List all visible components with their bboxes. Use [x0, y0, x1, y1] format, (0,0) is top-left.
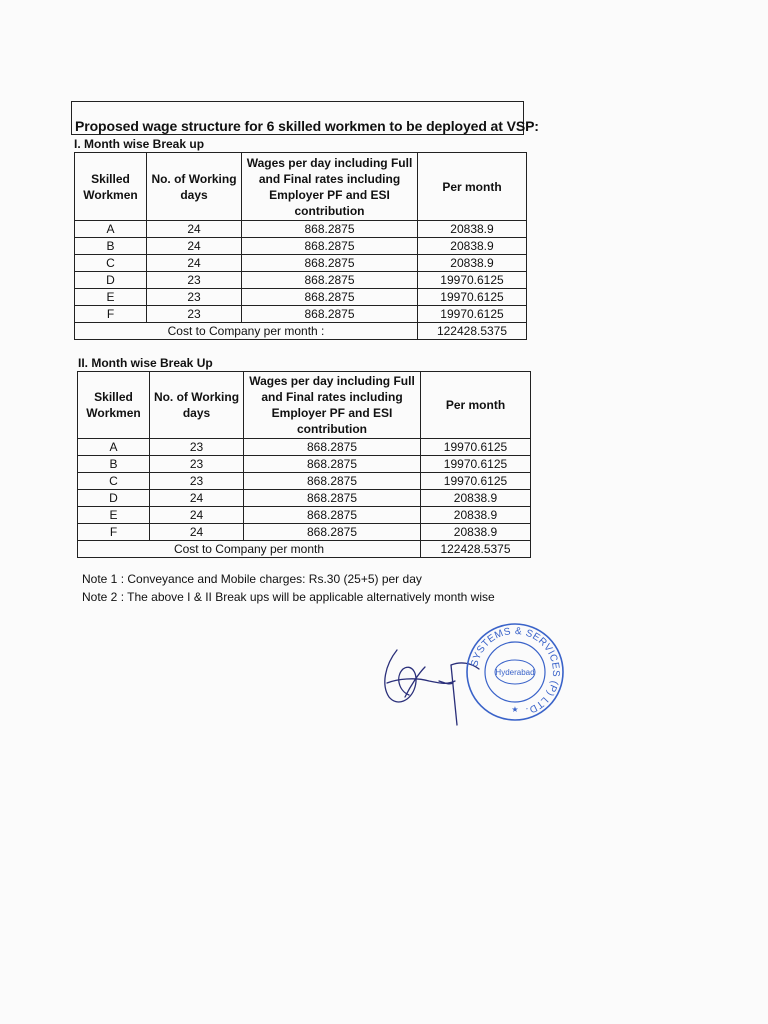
header-wages-per-day: Wages per day including Full and Final rates including Employer PF and ESI contribution — [242, 153, 418, 221]
cell-workman: B — [75, 238, 147, 255]
wage-table-1 — [74, 152, 527, 340]
table-row — [75, 238, 527, 255]
cell-per-month: 20838.9 — [418, 221, 527, 238]
cell-wage-per-day: 868.2875 — [244, 524, 421, 541]
total-label: Cost to Company per month — [78, 541, 421, 558]
cell-workman: C — [78, 473, 150, 490]
cell-workman: B — [78, 456, 150, 473]
cell-per-month: 19970.6125 — [418, 289, 527, 306]
svg-text:SYSTEMS & SERVICES (P) LTD.: SYSTEMS & SERVICES (P) LTD. — [469, 625, 562, 717]
table-row — [78, 456, 531, 473]
header-per-month: Per month — [418, 153, 527, 221]
cell-wage-per-day: 868.2875 — [244, 473, 421, 490]
wage-table-2 — [77, 371, 531, 558]
cell-wage-per-day: 868.2875 — [242, 238, 418, 255]
table-2-body — [78, 439, 531, 541]
table-row — [78, 524, 531, 541]
cell-wage-per-day: 868.2875 — [244, 456, 421, 473]
total-label: Cost to Company per month : — [75, 323, 418, 340]
header-per-month: Per month — [421, 372, 531, 439]
cell-per-month: 19970.6125 — [421, 456, 531, 473]
cell-wage-per-day: 868.2875 — [242, 221, 418, 238]
cell-working-days: 23 — [147, 306, 242, 323]
cell-workman: C — [75, 255, 147, 272]
cell-wage-per-day: 868.2875 — [242, 289, 418, 306]
note-1: Note 1 : Conveyance and Mobile charges: Rs.30 (25+5) per day — [82, 572, 422, 586]
cell-workman: D — [75, 272, 147, 289]
company-stamp — [464, 622, 566, 722]
cell-wage-per-day: 868.2875 — [244, 490, 421, 507]
header-skilled-workmen: Skilled Workmen — [78, 372, 150, 439]
cell-workman: D — [78, 490, 150, 507]
cell-wage-per-day: 868.2875 — [242, 306, 418, 323]
table-row — [75, 272, 527, 289]
table-1-body — [75, 221, 527, 323]
cell-working-days: 24 — [147, 238, 242, 255]
cell-per-month: 19970.6125 — [418, 306, 527, 323]
total-value: 122428.5375 — [418, 323, 527, 340]
cell-wage-per-day: 868.2875 — [244, 439, 421, 456]
cell-per-month: 20838.9 — [421, 490, 531, 507]
header-wages-per-day: Wages per day including Full and Final rates including Employer PF and ESI contribution — [244, 372, 421, 439]
cell-per-month: 19970.6125 — [421, 473, 531, 490]
table-row — [78, 439, 531, 456]
cell-workman: F — [75, 306, 147, 323]
cell-working-days: 23 — [150, 456, 244, 473]
cell-per-month: 20838.9 — [421, 524, 531, 541]
cell-wage-per-day: 868.2875 — [242, 272, 418, 289]
cell-working-days: 24 — [147, 221, 242, 238]
cell-per-month: 19970.6125 — [418, 272, 527, 289]
cell-workman: F — [78, 524, 150, 541]
table-row — [78, 490, 531, 507]
cell-workman: E — [78, 507, 150, 524]
section-1-title: I. Month wise Break up — [74, 137, 205, 151]
svg-text:★: ★ — [511, 705, 519, 714]
header-working-days: No. of Working days — [147, 153, 242, 221]
cell-working-days: 24 — [150, 507, 244, 524]
cell-working-days: 23 — [150, 473, 244, 490]
note-2: Note 2 : The above I & II Break ups will be applicable alternatively month wise — [82, 590, 495, 604]
cell-per-month: 19970.6125 — [421, 439, 531, 456]
document-title: Proposed wage structure for 6 skilled workmen to be deployed at VSP: — [75, 118, 539, 134]
cell-working-days: 23 — [147, 272, 242, 289]
cell-wage-per-day: 868.2875 — [242, 255, 418, 272]
section-2-title: II. Month wise Break Up — [78, 356, 213, 370]
cell-working-days: 23 — [150, 439, 244, 456]
table-row — [78, 507, 531, 524]
cell-working-days: 24 — [147, 255, 242, 272]
cell-working-days: 23 — [147, 289, 242, 306]
cell-per-month: 20838.9 — [418, 255, 527, 272]
table-row — [75, 306, 527, 323]
table-row — [75, 289, 527, 306]
cell-workman: A — [78, 439, 150, 456]
cell-per-month: 20838.9 — [418, 238, 527, 255]
header-skilled-workmen: Skilled Workmen — [75, 153, 147, 221]
table-row — [75, 255, 527, 272]
table-row — [78, 473, 531, 490]
header-working-days: No. of Working days — [150, 372, 244, 439]
cell-working-days: 24 — [150, 524, 244, 541]
cell-per-month: 20838.9 — [421, 507, 531, 524]
cell-workman: E — [75, 289, 147, 306]
cell-working-days: 24 — [150, 490, 244, 507]
table-row — [75, 221, 527, 238]
svg-text:Hyderabad: Hyderabad — [495, 668, 535, 677]
cell-wage-per-day: 868.2875 — [244, 507, 421, 524]
total-value: 122428.5375 — [421, 541, 531, 558]
cell-workman: A — [75, 221, 147, 238]
